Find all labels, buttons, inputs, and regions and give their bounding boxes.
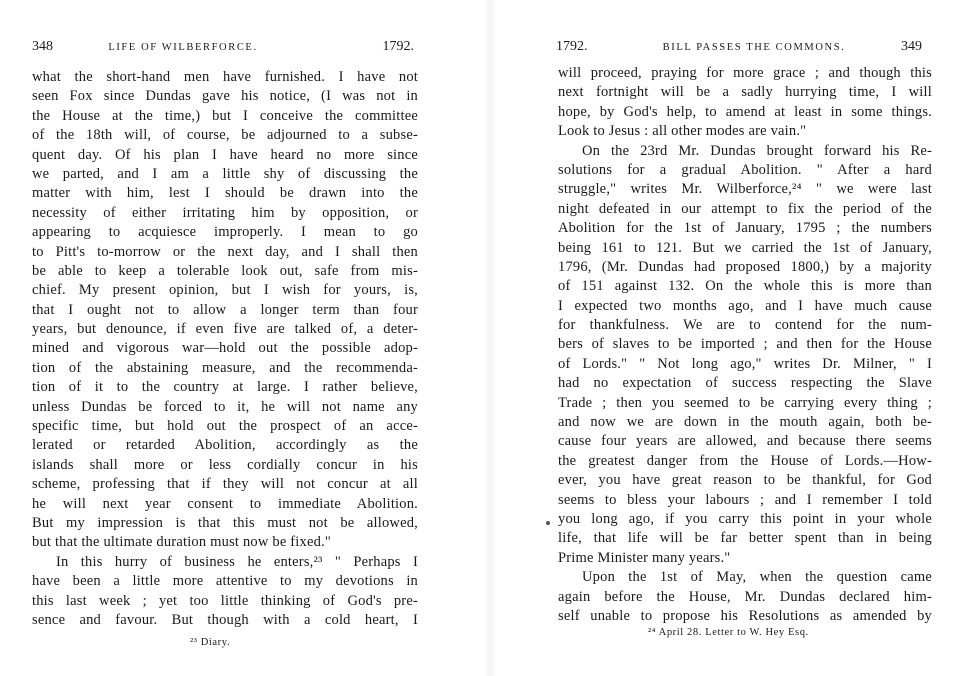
left-line-26: In this hurry of business he enters,²³ " Perhaps I [56, 553, 418, 570]
right-line-7: struggle," writes Mr. Wilberforce,²⁴ " we were last [558, 181, 932, 198]
left-line-27: have been a little more attentive to my devotions in [32, 573, 418, 590]
right-line-23: seems to bless your labours ; and I remember I told [558, 491, 932, 508]
left-line-5: quent day. Of his plan I have heard no more since [32, 146, 418, 163]
right-line-22: ever, you have great reason to be thankful, for God [558, 472, 932, 489]
right-line-1: will proceed, praying for more grace ; and though this [558, 65, 932, 81]
left-body-text [32, 68, 418, 630]
left-line-13: that I ought not to allow a longer term than four [32, 301, 418, 318]
right-line-9: Abolition for the 1st of January, 1795 ; the numbers [558, 220, 932, 237]
right-line-27: Upon the 1st of May, when the question came [582, 569, 932, 586]
left-line-7: matter with him, lest I should be drawn into the [32, 185, 418, 202]
left-line-25: but that the ultimate duration must now be fixed." [32, 534, 332, 551]
left-line-10: to Pitt's to-morrow or the next day, and I shall then [32, 243, 418, 260]
right-running-head [556, 38, 922, 56]
left-line-24: But my impression is that this must not be allowed, [32, 514, 418, 531]
right-running-title: BILL PASSES THE COMMONS. [662, 42, 846, 53]
left-running-head [32, 38, 414, 56]
left-line-8: necessity of either irritating him by opposition, or [32, 204, 418, 221]
left-year: 1792. [382, 39, 414, 54]
left-line-2: seen Fox since Dundas gave his notice, (I was not in [32, 88, 418, 105]
right-line-15: bers of slaves to be imported ; and then for the House [558, 336, 932, 353]
left-line-21: islands shall more or less cordially concur in his [32, 456, 418, 473]
right-line-8: night defeated in our attempt to fix the period of the [558, 200, 932, 217]
right-line-14: for thankfulness. We are to contend for the num- [558, 317, 932, 334]
right-line-13: I expected two months ago, and I have much cause [558, 297, 932, 314]
right-line-20: cause four years are allowed, and because there seems [558, 433, 932, 450]
margin-mark [546, 521, 550, 525]
right-line-25: life, that life will be far better spent than in being [558, 530, 932, 547]
right-line-29: self unable to propose his Resolutions as amended by [558, 607, 932, 624]
right-line-19: and now we are down in the mouth again, both be- [558, 414, 932, 431]
left-line-29: sence and favour. But though with a cold heart, I [32, 611, 418, 628]
left-line-11: be able to keep a tolerable look out, safe from mis- [32, 262, 418, 279]
left-line-6: we parted, and I am a little shy of discussing the [32, 165, 418, 182]
right-page [490, 0, 980, 676]
right-line-21: the greatest danger from the House of Lords.—How- [558, 452, 932, 469]
right-page-number: 349 [901, 39, 922, 54]
right-line-12: of 151 against 132. On the whole this is more than [558, 278, 932, 295]
right-line-2: next fortnight will be a sadly hurrying time, I will [558, 84, 932, 101]
right-line-26: Prime Minister many years." [558, 549, 731, 566]
left-running-title: LIFE OF WILBERFORCE. [108, 42, 258, 53]
left-page-number: 348 [32, 39, 53, 54]
right-line-5: On the 23rd Mr. Dundas brought forward his Re- [582, 142, 932, 159]
right-line-11: 1796, (Mr. Dundas had proposed 1800,) by a majority [558, 258, 932, 275]
left-line-18: unless Dundas be forced to it, he will not name any [32, 398, 418, 415]
right-body-text [558, 64, 932, 626]
right-line-28: again before the House, Mr. Dundas declared him- [558, 588, 932, 605]
right-line-24: you long ago, if you carry this point in your whole [558, 510, 932, 527]
left-line-28: this last week ; yet too little thinking of God's pre- [32, 592, 418, 609]
left-line-9: appearing to acquiesce improperly. I mean to go [32, 224, 418, 241]
right-line-16: of Lords." " Not long ago," writes Dr. Milner, " I [558, 355, 932, 372]
right-line-6: solutions for a gradual Abolition. " After a hard [558, 161, 932, 178]
left-line-23: he will next year consent to immediate Abolition. [32, 495, 418, 512]
left-line-3: the House at the time,) but I conceive the committee [32, 107, 418, 124]
right-year: 1792. [556, 39, 588, 54]
right-line-3: hope, by God's help, to amend at least in some things. [558, 103, 932, 120]
right-line-10: being 161 to 121. But we carried the 1st of January, [558, 239, 932, 256]
right-footnote: ²⁴ April 28. Letter to W. Hey Esq. [648, 627, 809, 638]
left-line-22: scheme, professing that if they will not concur at all [32, 476, 418, 493]
right-line-18: Trade ; then you seemed to be carrying every thing ; [558, 394, 932, 411]
left-line-4: of the 18th will, of course, be adjourned to a subse- [32, 127, 418, 144]
left-line-15: mined and vigorous war—hold out the possible adop- [32, 340, 418, 357]
left-line-16: tion of the abstaining measure, and the recommenda- [32, 359, 418, 376]
left-line-1: what the short-hand men have furnished. I have not [32, 69, 418, 85]
left-footnote: ²³ Diary. [190, 637, 231, 648]
left-line-17: tion of it to the country at large. I rather believe, [32, 379, 418, 396]
left-line-19: specific time, but hold out the prospect of an acce- [32, 418, 418, 435]
left-line-20: lerated or retarded Abolition, accordingly as the [32, 437, 418, 454]
right-line-17: had no expectation of success respecting the Slave [558, 375, 932, 392]
right-line-4: Look to Jesus : all other modes are vain." [558, 123, 807, 140]
left-line-14: years, but denounce, if even five are talked of, a deter- [32, 321, 418, 338]
left-line-12: chief. My present opinion, but I wish for yours, is, [32, 282, 418, 299]
